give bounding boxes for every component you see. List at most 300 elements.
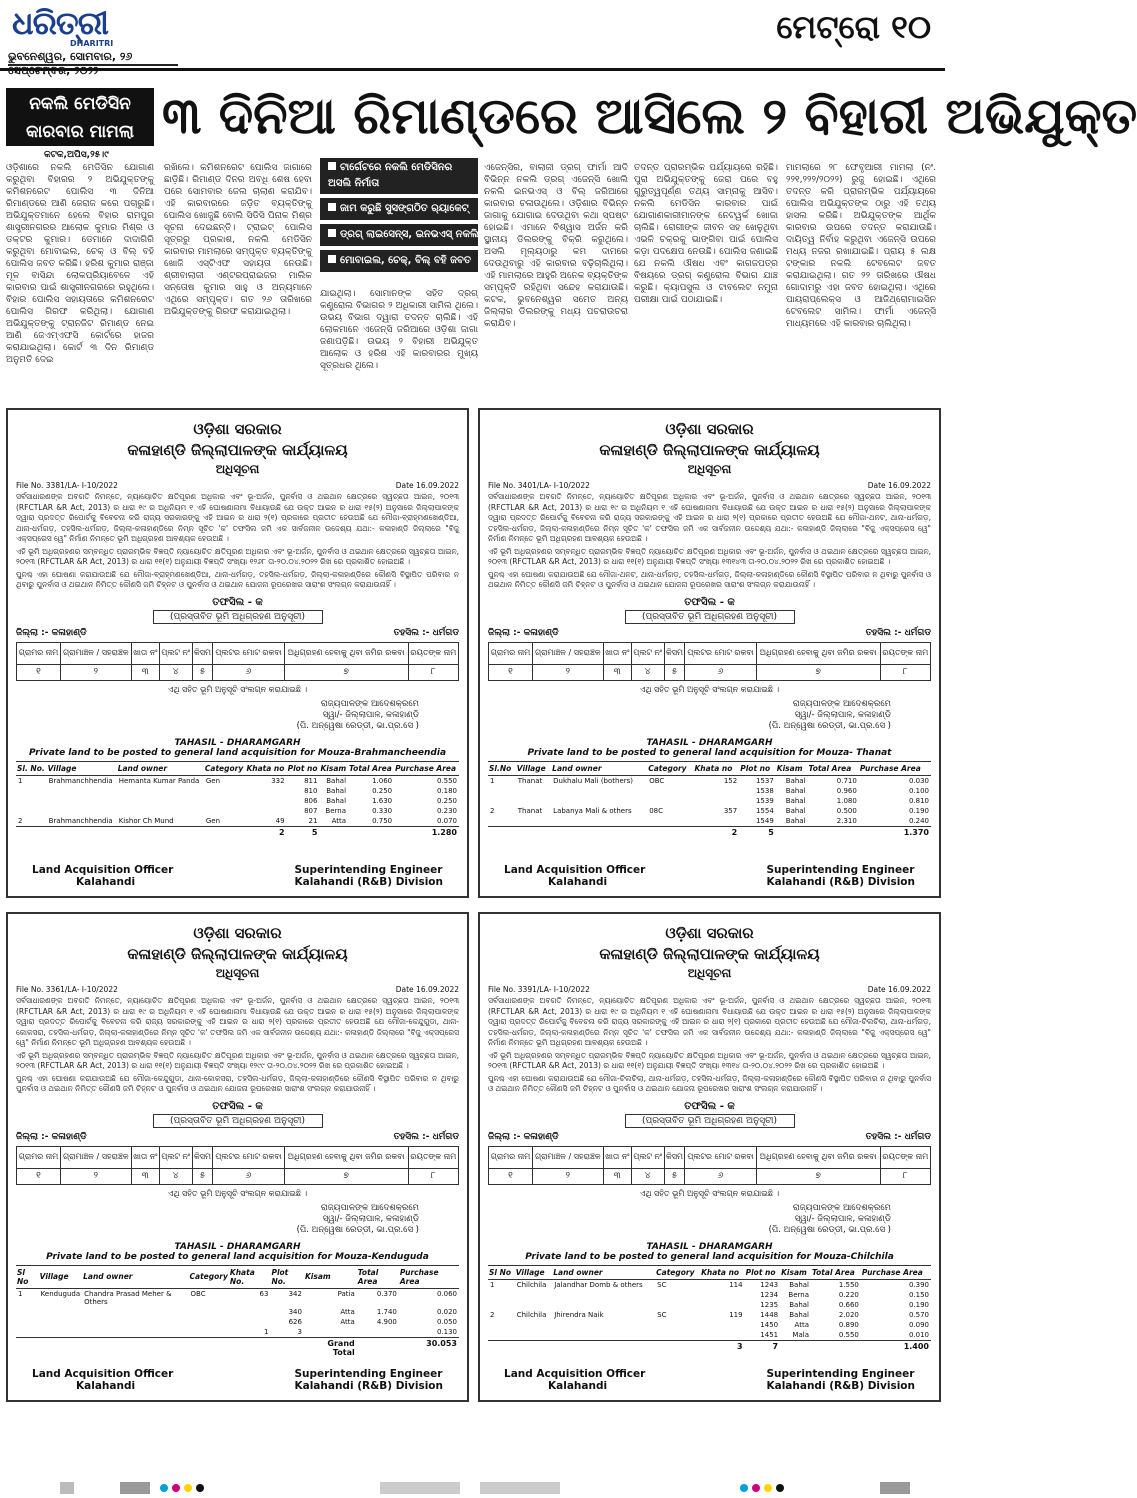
total-cell [811,1340,861,1352]
table-cell: Berna [788,1290,809,1299]
land-table-header: Village [515,1265,553,1279]
total-cell: 7 [745,1340,781,1352]
footer-line: Kalahandi [548,1380,608,1392]
table-cell: Bahal [785,806,806,815]
footer-line: Superintending Engineer [766,1368,915,1380]
schedule-header-cell: କିସମ [192,1146,213,1168]
notice-date: Date 16.09.2022 [395,985,459,994]
table-header-row [16,761,459,775]
table-cell: Brahmanchhendia [48,776,113,785]
land-table-header: Purchase Area [859,761,931,775]
table-cell: 1.740 [376,1307,397,1316]
district-row [16,1132,459,1142]
table-cell: 0.060 [436,1289,457,1298]
total-cell: 5 [739,826,776,838]
total-cell [229,1337,271,1358]
table-cell [245,806,286,816]
table-cell [16,806,47,816]
highlight-text: ଜାମ କରୁଛି ସୁସଙ୍ଗଠିତ ର‍୍ୟାକେଟ୍ [340,203,469,214]
land-table [16,761,459,838]
table-cell [82,1317,188,1327]
table-cell [39,1317,82,1327]
schedule-header-cell: କିସମ [192,642,213,664]
table-cell: Hemanta Kumar Panda [118,776,200,785]
table-cell: SC [657,1280,667,1289]
land-acquisition-notice [478,912,941,1402]
tahasil-english: TAHASIL - DHARAMGARH [646,737,773,748]
table-cell: Jhirendra Naik [554,1310,604,1319]
table-cell [204,806,246,816]
table-row [488,806,931,816]
schedule-table [16,1146,459,1185]
article-column-2: ରଖିଲେ। କମିଶନରେଟ ପୋଲିସ ଜାଗାରେ ଛାଡ଼ିଛି। ରିମାଣ୍ଡ ଦିନର ଅବଧି ଶେଷ ହେବା ପରେ ସୋମବାର ଜେଲ ଚାଲାଣ କରାଯିବ। ଏହି କାରବାରରେ ଜଡ଼ିତ ବ୍ୟକ୍ତିଙ୍କୁ ପୋଲିସ ଖୋଜୁଛି ବୋଲି ସିଡିସି ପିନାକ ମିଶ୍ର ସୂଚନା ଦେଇଛନ୍ତି। ଟ୍ରାଇଟ୍‌ ପୋଲିସ ସୂତ୍ରରୁ ପ୍ରକାଶ, ନକଲି ମେଡିସିନ କାରବାର ମାମଲାରେ ସମ୍ପୃକ୍ତ ବ୍ୟକ୍ତିଙ୍କୁ ଖୋଜି ଏସ୍‌ଟିଏଫ ସହାୟତା ନେଉଛି। ଶ୍ରୀବାଲାଜୀ ଏଣ୍ଟରପ୍ରାଇଜର ମାଲିକ ସନ୍ତୋଷ କୁମାର ସାହୁ ଓ ଅନ୍ୟମାନେ ଏଥିରେ ସମ୍ପୃକ୍ତ। ଗତ ୨୬ ତାରିଖରେ ଅଭିଯୁକ୍ତଙ୍କୁ ଗିରଫ କରାଯାଇଥିଲା। [164,163,312,317]
total-cell: 3 [700,1340,745,1352]
land-acquisition-notice [6,408,469,898]
table-row [16,1307,459,1317]
table-cell: 0.240 [908,816,929,825]
table-cell: 1539 [755,796,774,805]
land-table-header: Village [39,1265,82,1288]
schedule-number-cell: ୮ [880,1168,931,1184]
headline-title: ୩ ଦିନିଆ ରିମାଣ୍ଡରେ ଆସିଲେ ୨ ବିହାରୀ ଅଭିଯୁକ୍ତ [162,87,1137,145]
table-cell: SC [657,1310,667,1319]
table-cell [16,796,47,806]
table-cell [516,796,551,806]
land-table-title: Private land to be posted to general land acquisition for Mouza-Brahmancheendia [28,747,447,758]
notice-body-para: ଏହି ଭୂମି ଅଧିଗ୍ରହଣର ସମ୍ବନ୍ଧିତ ପ୍ରାରମ୍ଭିକ ବିଜ୍ଞପ୍ତି ନ୍ୟାୟୋଚିତ କ୍ଷତିପୂରଣ ଅଧିକାର ଏବଂ ଭୂ-ଅର୍ଜନ, ପୁନର୍ବାସ ଓ ଥଇଥାନ କ୍ଷେତ୍ରରେ ସ୍ୱଚ୍ଛତା ଆଇନ, ୨୦୧୩ (RFCTLAR &R Act, 2013) ର ଧାରା ୧୧(୧) ଅନୁଯାୟୀ ବିଜ୍ଞପ୍ତି ସଂଖ୍ୟା ୧୩୧୪୩ ତା-୨୦.୦୪.୨୦୨୨ ରିଖ ରେ ପ୍ରକାଶିତ ହୋଇଅଛି । [488,546,931,566]
total-cell [189,1337,229,1358]
schedule-number-cell: ୭ [756,664,880,680]
table-cell: Patia [337,1289,355,1298]
tahasil-english: TAHASIL - DHARAMGARH [174,737,301,748]
table-cell [47,786,117,796]
table-cell: 0.250 [436,796,457,805]
schedule-subtitle: (ପ୍ରସ୍ତାବିତ ଭୂମି ଅଧିଗ୍ରହଣ ଅନୁସୂଚୀ) [153,1114,323,1128]
registration-mark [120,1482,150,1494]
table-cell [700,1320,745,1330]
total-row [488,826,931,838]
table-row [489,664,931,680]
table-cell [189,1317,229,1327]
table-cell: Chilchila [516,1280,547,1289]
total-cell: 1.280 [394,826,459,838]
table-cell: Bahal [326,796,347,805]
schedule-number-cell: ୩ [603,1168,631,1184]
notice-body-para: ଏହି ଭୂମି ଅଧିଗ୍ରହଣର ସମ୍ବନ୍ଧିତ ପ୍ରାରମ୍ଭିକ ବିଜ୍ଞପ୍ତି ନ୍ୟାୟୋଚିତ କ୍ଷତିପୂରଣ ଅଧିକାର ଏବଂ ଭୂ-ଅର୍ଜନ, ପୁନର୍ବାସ ଓ ଥଇଥାନ କ୍ଷେତ୍ରରେ ସ୍ୱଚ୍ଛତା ଆଇନ, ୨୦୧୩ (RFCTLAR &R Act, 2013) ର ଧାରା ୧୧(୧) ଅନୁଯାୟୀ ବିଜ୍ଞପ୍ତି ସଂଖ୍ୟା ୧୩୧୪ ତା-୨୦.୦୪.୨୦୨୨ ରିଖ ରେ ପ୍ରକାଶିତ ହୋଇଅଛି । [488,1050,931,1070]
table-cell: 2 [18,816,23,825]
file-number: File No. 3391/LA- I-10/2022 [488,985,590,994]
table-cell [488,1320,515,1330]
headline-kicker: ନକଲି ମେଡିସିନ କାରବାର ମାମଲା [6,88,154,146]
signature-line: ସ୍ୱା/- ଜିଲ୍ଲାପାଳ, କଳାହାଣ୍ଡି [322,1213,419,1224]
total-cell [552,1340,655,1352]
land-table-header: Total Area [357,1265,399,1288]
table-cell: Gen [205,816,221,825]
file-line [16,985,459,994]
table-row [489,642,931,664]
table-cell [647,796,693,806]
schedule-header-cell: ଗ୍ରାମର ନାମ [489,1146,533,1168]
table-cell: Bahal [785,796,806,805]
footer-right [766,864,929,888]
total-cell: 5 [287,826,320,838]
signature-line: ସ୍ୱା/- ଜିଲ୍ଲାପାଳ, କଳାହାଣ୍ଡି [794,1213,891,1224]
signature-block [16,1203,459,1236]
total-cell [117,826,204,838]
schedule-header-cell: ଗ୍ରାମାଞ୍ଚଳ / ସହରାଞ୍ଚଳ [532,1146,603,1168]
table-cell: 0.550 [838,1330,859,1339]
table-cell: Bahal [785,786,806,795]
highlight-item [320,250,478,272]
registration-mark [380,1482,460,1494]
signature-line: ସ୍ୱା/- ଜିଲ୍ଲାପାଳ, କଳାହାଣ୍ଡି [322,709,419,720]
table-cell [245,786,286,796]
highlight-item [320,198,478,220]
table-cell [229,1317,271,1327]
table-cell: 49 [275,816,285,825]
tahasil-label: ତହସିଲ :- ଧର୍ମଗଡ [393,627,459,638]
table-cell [516,786,551,796]
footer-line: Kalahandi (R&B) Division [766,876,915,888]
notice-date: Date 16.09.2022 [867,985,931,994]
schedule-number-cell: ୩ [131,1168,159,1184]
land-table-header: Village [47,761,117,775]
total-cell [647,826,693,838]
footer-line: Land Acquisition Officer [32,1368,174,1380]
table-header-row [488,761,931,775]
notice-government: ଓଡ଼ିଶା ସରକାର [665,924,754,942]
table-cell: 1 [490,1280,495,1289]
table-cell: 0.190 [908,806,929,815]
land-table-title: Private land to be posted to general land acquisition for Mouza-Kenduguda [46,1251,429,1262]
schedule-title: ତଫସିଲ - କ [212,596,263,608]
table-cell [488,1330,515,1341]
total-cell [16,1337,39,1358]
district-label: ଜିଲ୍ଲା :- କଳାହାଣ୍ଡି [16,627,87,638]
article-byline: କଟକ,ଅପିସ,୨୫।୯ [44,150,109,160]
signature-line: ରାଜ୍ୟପାଳଙ୍କ ଆଦେଶକ୍ରମେ [792,1202,891,1213]
table-cell: 0.960 [836,786,857,795]
table-cell: 0.190 [908,1300,929,1309]
land-table-header: Total Area [811,1265,861,1279]
table-cell: Mala [792,1330,809,1339]
file-number: File No. 3381/LA- I-10/2022 [16,481,118,490]
notice-date: Date 16.09.2022 [395,481,459,490]
masthead [0,0,945,84]
land-table-header: Category [647,761,693,775]
table-cell: 1.550 [838,1280,859,1289]
table-cell: Gen [205,776,221,785]
table-row [489,1168,931,1184]
schedule-number-cell: ୧ [489,1168,533,1184]
table-cell: 0.250 [372,786,393,795]
registration-dot [172,1484,180,1492]
footer-line: Land Acquisition Officer [504,864,646,876]
schedule-number-cell: ୧ [17,1168,61,1184]
schedule-number-cell: ୮ [408,1168,459,1184]
land-table-title: Private land to be posted to general land acquisition for Mouza- Thanat [527,747,892,758]
table-cell: 0.020 [436,1307,457,1316]
tahasil-label: ତହସିଲ :- ଧର୍ମଗଡ [393,1131,459,1142]
table-cell: 0.220 [838,1290,859,1299]
highlight-item [320,158,478,194]
schedule-header-cell: ଅଧିଗ୍ରହଣ ହେବାକୁ ଥିବା ଜମିର ରକବା [756,642,880,664]
table-cell [189,1307,229,1317]
total-cell: Grand Total [304,1337,357,1358]
section-name: ମେଟ୍ରୋ ୧୦ [776,8,931,46]
schedule-subtitle: (ପ୍ରସ୍ତାବିତ ଭୂମି ଅଧିଗ୍ରହଣ ଅନୁସୂଚୀ) [153,610,323,624]
footer-line: Kalahandi (R&B) Division [766,1380,915,1392]
signature-line: (ପି. ଅନ୍ୱେଷା ରେଡ୍ଡୀ, ଭା.ପ୍ର.ସେ ) [768,1224,891,1235]
table-cell: 0.100 [908,786,929,795]
table-row [488,1300,931,1310]
file-number: File No. 3361/LA- I-10/2022 [16,985,118,994]
registration-dot [184,1484,192,1492]
schedule-header-cell: ଗ୍ରାମାଞ୍ଚଳ / ସହରାଞ୍ଚଳ [60,642,131,664]
table-cell [47,796,117,806]
district-label: ଜିଲ୍ଲା :- କଳାହାଣ୍ଡି [488,627,559,638]
table-cell: 2 [490,1310,495,1319]
table-cell [16,786,47,796]
footer-line: Superintending Engineer [294,1368,443,1380]
table-cell: 0.890 [838,1320,859,1329]
table-cell [16,1327,39,1338]
schedule-number-cell: ୪ [159,1168,192,1184]
schedule-title: ତଫସିଲ - କ [212,1100,263,1112]
district-row [16,628,459,638]
table-cell [551,796,647,806]
table-header-row [16,1265,459,1288]
tahasil-english: TAHASIL - DHARAMGARH [174,1241,301,1252]
table-cell [700,1330,745,1341]
table-cell [39,1327,82,1338]
registration-dot [740,1484,748,1492]
table-cell: 0.570 [908,1310,929,1319]
schedule-number-cell: ୬ [213,664,285,680]
table-row [488,1290,931,1300]
schedule-number-cell: ୧ [17,664,61,680]
dateline: ଭୁବନେଶ୍ୱର, ସୋମବାର, ୨୬ [8,50,178,66]
schedule-header-cell: ପ୍ଲଟର ମୋଟ ରକବା [213,1146,285,1168]
notice-body-para: ପୁନଶ୍ଚ ଏହା ଘୋଷଣା କରାଯାଉଅଛି ଯେ ମୌଜା-ବ୍ରାହ୍ମଣଖେଣ୍ଡିଆ, ଥାନା-ଧର୍ମଗଡ଼, ତହସିଲ-ଧର୍ମଗଡ଼, ଜିଲ୍ଲା-କଳାହାଣ୍ଡିରେ କୌଣସି ବିସ୍ଥାପିତ ପରିବାର ନ ଥିବାରୁ ପୁନର୍ବାସ ଓ ଥଇଥାନ ନିମିତ୍ତ କୌଣସି ଜମି ଚିହ୍ନଟ ଓ ପୁନର୍ବାସ ଓ ଥଇଥାନ ଯୋଜନା ରୂପରେଖର ସାରାଂଶ ସଂଲଗ୍ନ କରାଯାଉନାହିଁ । [16,569,459,589]
schedule-header-cell: ରୟତଙ୍କ ନାମ [880,642,931,664]
schedule-number-cell: ୬ [685,1168,757,1184]
district-row [488,628,931,638]
schedule-header-cell: ପ୍ଲଟର ମୋଟ ରକବା [685,642,757,664]
total-cell: 1.370 [859,826,931,838]
notice-footer [490,864,929,888]
schedule-header-cell: ଖାତା ନଂ [131,642,159,664]
signature-line: ସ୍ୱା/- ଜିଲ୍ଲାପାଳ, କଳାହାଣ୍ଡି [794,709,891,720]
footer-line: Kalahandi [548,876,608,888]
table-row [16,775,459,786]
registration-dot [776,1484,784,1492]
table-cell: Bahal [789,1280,809,1289]
land-table-header: Plot no [745,1265,781,1279]
table-cell: 1450 [760,1320,779,1329]
schedule-number-cell: ୩ [131,664,159,680]
schedule-number-cell: ୪ [631,1168,664,1184]
table-row [16,1317,459,1327]
article-column-6: ମାମଲାରେ ୨୮ ଫେବୃଆରୀ ମାମଲା (ନଂ. ୨୨୧,୨୨୨/୨୦୨୨) ରୁଜୁ ହୋଇଛି। ଏଥିରେ ତଦନ୍ତ କରି ପ୍ରାରମ୍ଭିକ ପର୍ଯ୍ୟାୟରେ ପୋଲିସ ଅଭିଯୁକ୍ତଙ୍କ ଠାରୁ ଏହି ତଥ୍ୟ ହାସଲ କରିଛି। ଅଭିଯୁକ୍ତଙ୍କ ଆର୍ଥିକ କାରବାର ଉପରେ ତଦନ୍ତ କରାଯାଉଛି। ଦାୟିତ୍ୱ ନିର୍ବାହ କରୁଥିବା ଏଜେନ୍ସି ଉପରେ ମଧ୍ୟ ନଜର ରଖାଯାଇଛି। ପ୍ରାୟ ୫ ଲକ୍ଷ ଟଙ୍କାର ନକଲି ଟେବଲେଟ ଜବତ କରାଯାଇଥିଲା। ଗତ ୨୨ ତାରିଖରେ ଔଷଧ ଗୋଦାମରୁ ଏହା ଜବତ ହୋଇଥିଲା। ଏଥିରେ ପାୟରାପ୍ଲେକ୍ସ ଓ ଆଜିଥ୍ରୋମାଇସିନ ଟେବଲେଟ ସାମିଲ। ଫାର୍ମା ଏଜେନ୍ସି ମାଧ୍ୟମରେ ଏହି କାରବାର ଚାଲିଥିଲା। [786,163,936,329]
table-cell: 1 [490,776,495,785]
signature-line: (ପି. ଅନ୍ୱେଷା ରେଡ୍ଡୀ, ଭା.ପ୍ର.ସେ ) [768,720,891,731]
table-cell: 4.900 [376,1317,397,1326]
table-cell [117,786,204,796]
footer-right [294,864,457,888]
district-label: ଜିଲ୍ଲା :- କଳାହାଣ୍ଡି [488,1131,559,1142]
highlight-text: ଡ୍ରଗ୍ ଲାଇସେନ୍ସ, ଇନଭଏସ୍ ନକଲି [340,229,479,240]
table-cell [551,786,647,796]
table-cell [693,816,739,827]
table-cell: Atta [331,816,347,825]
article-column-3: ଯାଇଥିଲା। ସୋମାନଙ୍କ ସହିତ ଦ୍ରଗ୍ କଣ୍ଟ୍ରୋଲ ବିଭାଗର ୨ ଅଧିକାରୀ ସାମିଲ ଥିଲେ। ଉଭୟ ବିଭାଗ ଦ୍ୱାରା ତଦନ୍ତ ଚାଲିଛି। ଏହି ଲୋକମାନେ ଏଜେନ୍ସି ଜରିଆରେ ଓଡ଼ିଶା ଜାଗା ଜଣାପଡ଼ିଛି। ଉଭୟ ୨ ବିହାରୀ ଅଭିଯୁକ୍ତ ଆଲୋକ ଓ ହରିଶ ଏହି କାରବାରର ମୁଖ୍ୟ ସୂତ୍ରଧର ଥିଲେ। [320,289,478,371]
notice-body-para: ପୁନଶ୍ଚ ଏହା ଘୋଷଣା କରାଯାଉଅଛି ଯେ ମୌଜା-ଚିଲଚିଲା, ଥାନା-ଧର୍ମଗଡ଼, ତହସିଲ-ଧର୍ମଗଡ଼, ଜିଲ୍ଲା-କଳାହାଣ୍ଡିରେ କୌଣସି ବିସ୍ଥାପିତ ପରିବାର ନ ଥିବାରୁ ପୁନର୍ବାସ ଓ ଥଇଥାନ ନିମିତ୍ତ କୌଣସି ଜମି ଚିହ୍ନଟ ଓ ପୁନର୍ବାସ ଓ ଥଇଥାନ ଯୋଜନା ରୂପରେଖର ସାରାଂଶ ସଂଲଗ୍ନ କରାଯାଉନାହିଁ । [488,1073,931,1093]
table-cell: Berna [325,806,347,815]
notice-body-para: ଏହି ଭୂମି ଅଧିଗ୍ରହଣର ସମ୍ବନ୍ଧିତ ପ୍ରାରମ୍ଭିକ ବିଜ୍ଞପ୍ତି ନ୍ୟାୟୋଚିତ କ୍ଷତିପୂରଣ ଅଧିକାର ଏବଂ ଭୂ-ଅର୍ଜନ, ପୁନର୍ବାସ ଓ ଥଇଥାନ କ୍ଷେତ୍ରରେ ସ୍ୱଚ୍ଛତା ଆଇନ, ୨୦୧୩ (RFCTLAR &R Act, 2013) ର ଧାରା ୧୧(୧) ଅନୁଯାୟୀ ବିଜ୍ଞପ୍ତି ସଂଖ୍ୟା ୧୨୯୯ ତା-୨୦.୦୪.୨୦୨୨ ରିଖ ରେ ପ୍ରକାଶିତ ହୋଇଅଛି । [16,1050,459,1070]
table-cell [693,796,739,806]
notice-heading: ଅଧିସୂଚନା [687,966,732,980]
notice-heading: ଅଧିସୂଚନା [687,462,732,476]
table-cell: 1537 [755,776,774,785]
table-cell [245,796,286,806]
table-cell: 807 [304,806,318,815]
footer-line: Superintending Engineer [766,864,915,876]
land-table-header: Land owner [82,1265,188,1288]
schedule-number-cell: ୫ [664,664,685,680]
table-cell: 626 [288,1317,302,1326]
schedule-number-cell: ୭ [756,1168,880,1184]
registration-dot [160,1484,168,1492]
total-cell [47,826,117,838]
signature-block [488,1203,931,1236]
land-table-header: Village [516,761,551,775]
notice-body-para: ପୁନଶ୍ଚ ଏହା ଘୋଷଣା କରାଯାଉଅଛି ଯେ ମୌଜା-କେନ୍ଦୁଗୁଡା, ଥାନା-କୋକସରା, ତହସିଲ-ଧର୍ମଗଡ଼, ଜିଲ୍ଲା-କଳାହାଣ୍ଡିରେ କୌଣସି ବିସ୍ଥାପିତ ପରିବାର ନ ଥିବାରୁ ପୁନର୍ବାସ ଓ ଥଇଥାନ ନିମିତ୍ତ କୌଣସି ଜମି ଚିହ୍ନଟ ଓ ପୁନର୍ବାସ ଓ ଥଇଥାନ ଯୋଜନା ରୂପରେଖର ସାରାଂଶ ସଂଲଗ୍ନ କରାଯାଉନାହିଁ । [16,1073,459,1093]
dharitri-logo [12,6,162,46]
footer-line: Kalahandi [76,1380,136,1392]
schedule-number-cell: ୨ [60,664,131,680]
land-table-header: Sl.No [488,761,516,775]
schedule-header-cell: ଗ୍ରାମର ନାମ [17,1146,61,1168]
district-row [488,1132,931,1142]
notice-footer [490,1368,929,1392]
land-table-header: Kisam [304,1265,357,1288]
table-cell: 119 [729,1310,743,1319]
land-table-header: Land owner [117,761,204,775]
table-row [16,806,459,816]
table-row [16,816,459,827]
table-cell: 2 [490,806,495,815]
table-cell [82,1307,188,1317]
total-cell [515,1340,553,1352]
footer-line: Kalahandi [76,876,136,888]
table-cell: 0.710 [836,776,857,785]
table-cell: Jalandhar Domb & others [554,1280,643,1289]
table-cell: 1 [263,1327,269,1336]
total-cell [488,826,516,838]
land-table-header: Kisam [776,761,808,775]
signature-line: (ପି. ଅନ୍ୱେଷା ରେଡ୍ଡୀ, ଭା.ପ୍ର.ସେ ) [296,720,419,731]
schedule-header-cell: ଅଧିଗ୍ରହଣ ହେବାକୁ ଥିବା ଜମିର ରକବା [284,642,408,664]
total-cell [82,1337,188,1358]
schedule-number-cell: ୪ [631,664,664,680]
land-table [488,1265,931,1352]
notice-date: Date 16.09.2022 [867,481,931,490]
table-cell [552,1290,655,1300]
total-cell: 2 [245,826,286,838]
notice-footer [18,1368,457,1392]
table-cell: 1 [18,1289,23,1298]
land-table-header: Sl No [16,1265,39,1288]
article-column-4: ଏଜେନ୍ସିର, ବାଲାଜୀ ଡ୍ରଗ୍ ଫାର୍ମା ଆଦି ବିଭିନ୍ନ ନକଲି ଡ୍ରଗ୍ ଏଜେନ୍ସି ଖୋଲି ନକଲି ଇନଭଏସ୍ ଓ ବିଲ୍ ଜରିଆରେ କାରବାର ଚଳାଉଥିଲେ। ଓଡ଼ିଶାର ବିଭିନ୍ନ ଜାଗାକୁ ଯୋଗାଇ ଦେଉଥିବା କଥା ସ୍ପଷ୍ଟ ହୋଇଛି। ଏମାନେ ବିଶ୍ୱାସ ଅର୍ଜନ କରି ସ୍ଥାନୀୟ ଡିଲରଙ୍କୁ ବିକ୍ରି କରୁଥିଲେ। ଅସଲି ମୂଲ୍ୟଠାରୁ କମ ଦାମରେ ଦେଉଥିବାରୁ ଏହି କାରବାର ବଢ଼ିଚାଲିଥିଲା। ଏହି ମାମଲାରେ ଆହୁରି ଅନେକ ବ୍ୟକ୍ତିଙ୍କ ସମ୍ପୃକ୍ତି ରହିଥିବା ସନ୍ଦେହ କରାଯାଉଛି। କଟକ, ଭୁବନେଶ୍ୱର ସମେତ ଅନ୍ୟ ଜିଲ୍ଲାର ଡିଲରଙ୍କୁ ମଧ୍ୟ ପଚରାଉଚରା କରାଯିବ। [484,163,628,329]
table-cell: 1234 [760,1290,779,1299]
file-number: File No. 3401/LA- I-10/2022 [488,481,590,490]
table-cell: 0.750 [372,816,393,825]
land-table [488,761,931,838]
total-cell [808,826,859,838]
schedule-number-cell: ୨ [532,1168,603,1184]
schedule-header-cell: ଗ୍ରାମର ନାମ [17,642,61,664]
total-cell [551,826,647,838]
table-cell: 0.370 [376,1289,397,1298]
table-cell: Kishor Ch Mund [118,816,174,825]
schedule-number-cell: ୩ [603,664,631,680]
table-cell [16,1307,39,1317]
table-cell: 152 [723,776,738,785]
table-cell: 1.060 [372,776,393,785]
footer-right [294,1368,457,1392]
highlight-text: ମୋବାଇଲ, ଚେକ୍, ବିଲ୍ ବହି ଜବତ [340,255,471,266]
table-cell [552,1320,655,1330]
schedule-table [488,1146,931,1185]
table-cell: Thanat [517,776,543,785]
footer-left [18,864,173,888]
total-cell [348,826,394,838]
table-cell: 0.660 [838,1300,859,1309]
table-cell: 0.230 [436,806,457,815]
signature-line: ରାଜ୍ୟପାଳଙ୍କ ଆଦେଶକ୍ରମେ [320,1202,419,1213]
table-row [16,1288,459,1307]
total-cell [16,826,47,838]
notice-office: କଳାହାଣ୍ଡି ଜିଲ୍ଲାପାଳଙ୍କ କାର୍ଯ୍ୟାଳୟ [599,441,820,459]
table-cell: 0.010 [908,1330,929,1339]
schedule-number-cell: ୨ [60,1168,131,1184]
table-cell [693,786,739,796]
article-column-5: ତଦନ୍ତ ପ୍ରାରମ୍ଭିକ ପର୍ଯ୍ୟାୟରେ ରହିଛି। ପୁରା ଅଭିଯୁକ୍ତଙ୍କୁ ଜେରା ପରେ ବହୁ ଗୁରୁତ୍ୱପୂର୍ଣ୍ଣ ତଥ୍ୟ ସାମ୍ନାକୁ ଆସିବ। ନକଲି ମେଡିସିନ କାରବାର ପାଇଁ ଯୋଗାଣକାରୀମାନଙ୍କ ନେଟୱର୍କ ଖୋଜା ଚାଲିଛି। ରୋଗୀଙ୍କ ଜୀବନ ସହ ଖେଳୁଥିବା ଏଭଳି ଚକ୍ରକୁ ଭାଙ୍ଗିବା ପାଇଁ ପୋଲିସ କଡ଼ା ପଦକ୍ଷେପ ନେଉଛି। ପୋଲିସ ଜଣାଇଛି ଯେ ନକଲି ଔଷଧ ଏବଂ କାଗଜପତ୍ର ବିଷୟରେ ଡ୍ରଗ୍ କଣ୍ଟ୍ରୋଲ ବିଭାଗ ଯାଞ୍ଚ କରୁଛି। କ୍ୟାପସୁଲ ଓ ଟାବଲେଟ ନମୁନା ପରୀକ୍ଷା ପାଇଁ ପଠାଯାଇଛି। [634,163,778,305]
table-cell [488,786,516,796]
schedule-number-cell: ୮ [880,664,931,680]
table-cell: 810 [304,786,318,795]
table-cell: Chandra Prasad Meher & Others [84,1289,172,1306]
attachment-note: ଏଥି ସହିତ ଭୂମି ଅନୁସୂଚି ସଂଲଗ୍ନ କରାଯାଇଛି । [167,1188,308,1198]
table-cell [117,796,204,806]
table-cell: 806 [304,796,318,805]
notice-body-para: ଏହି ଭୂମି ଅଧିଗ୍ରହଣର ସମ୍ବନ୍ଧିତ ପ୍ରାରମ୍ଭିକ ବିଜ୍ଞପ୍ତି ନ୍ୟାୟୋଚିତ କ୍ଷତିପୂରଣ ଅଧିକାର ଏବଂ ଭୂ-ଅର୍ଜନ, ପୁନର୍ବାସ ଓ ଥଇଥାନ କ୍ଷେତ୍ରରେ ସ୍ୱଚ୍ଛତା ଆଇନ, ୨୦୧୩ (RFCTLAR &R Act, 2013) ର ଧାରା ୧୧(୧) ଅନୁଯାୟୀ ବିଜ୍ଞପ୍ତି ସଂଖ୍ୟା ୧୨୬୮ ତା-୨୦.୦୪.୨୦୨୨ ରିଖ ରେ ପ୍ରକାଶିତ ହୋଇଅଛି । [16,546,459,566]
file-line [488,985,931,994]
total-cell [780,1340,811,1352]
registration-mark [880,1482,910,1494]
notice-government: ଓଡ଼ିଶା ସରକାର [665,420,754,438]
table-cell: 0.090 [908,1320,929,1329]
table-cell: Bahal [785,776,806,785]
notice-office: କଳାହାଣ୍ଡି ଜିଲ୍ଲାପାଳଙ୍କ କାର୍ଯ୍ୟାଳୟ [127,441,348,459]
table-cell [552,1300,655,1310]
table-cell: 21 [308,816,318,825]
highlight-text: ଟାର୍ଗେଟରେ ନକଲି ମେଡିସିନର ଅସଲି ନିର୍ମାତା [328,162,453,189]
registration-dot [752,1484,760,1492]
table-cell [229,1307,271,1317]
registration-dot [764,1484,772,1492]
